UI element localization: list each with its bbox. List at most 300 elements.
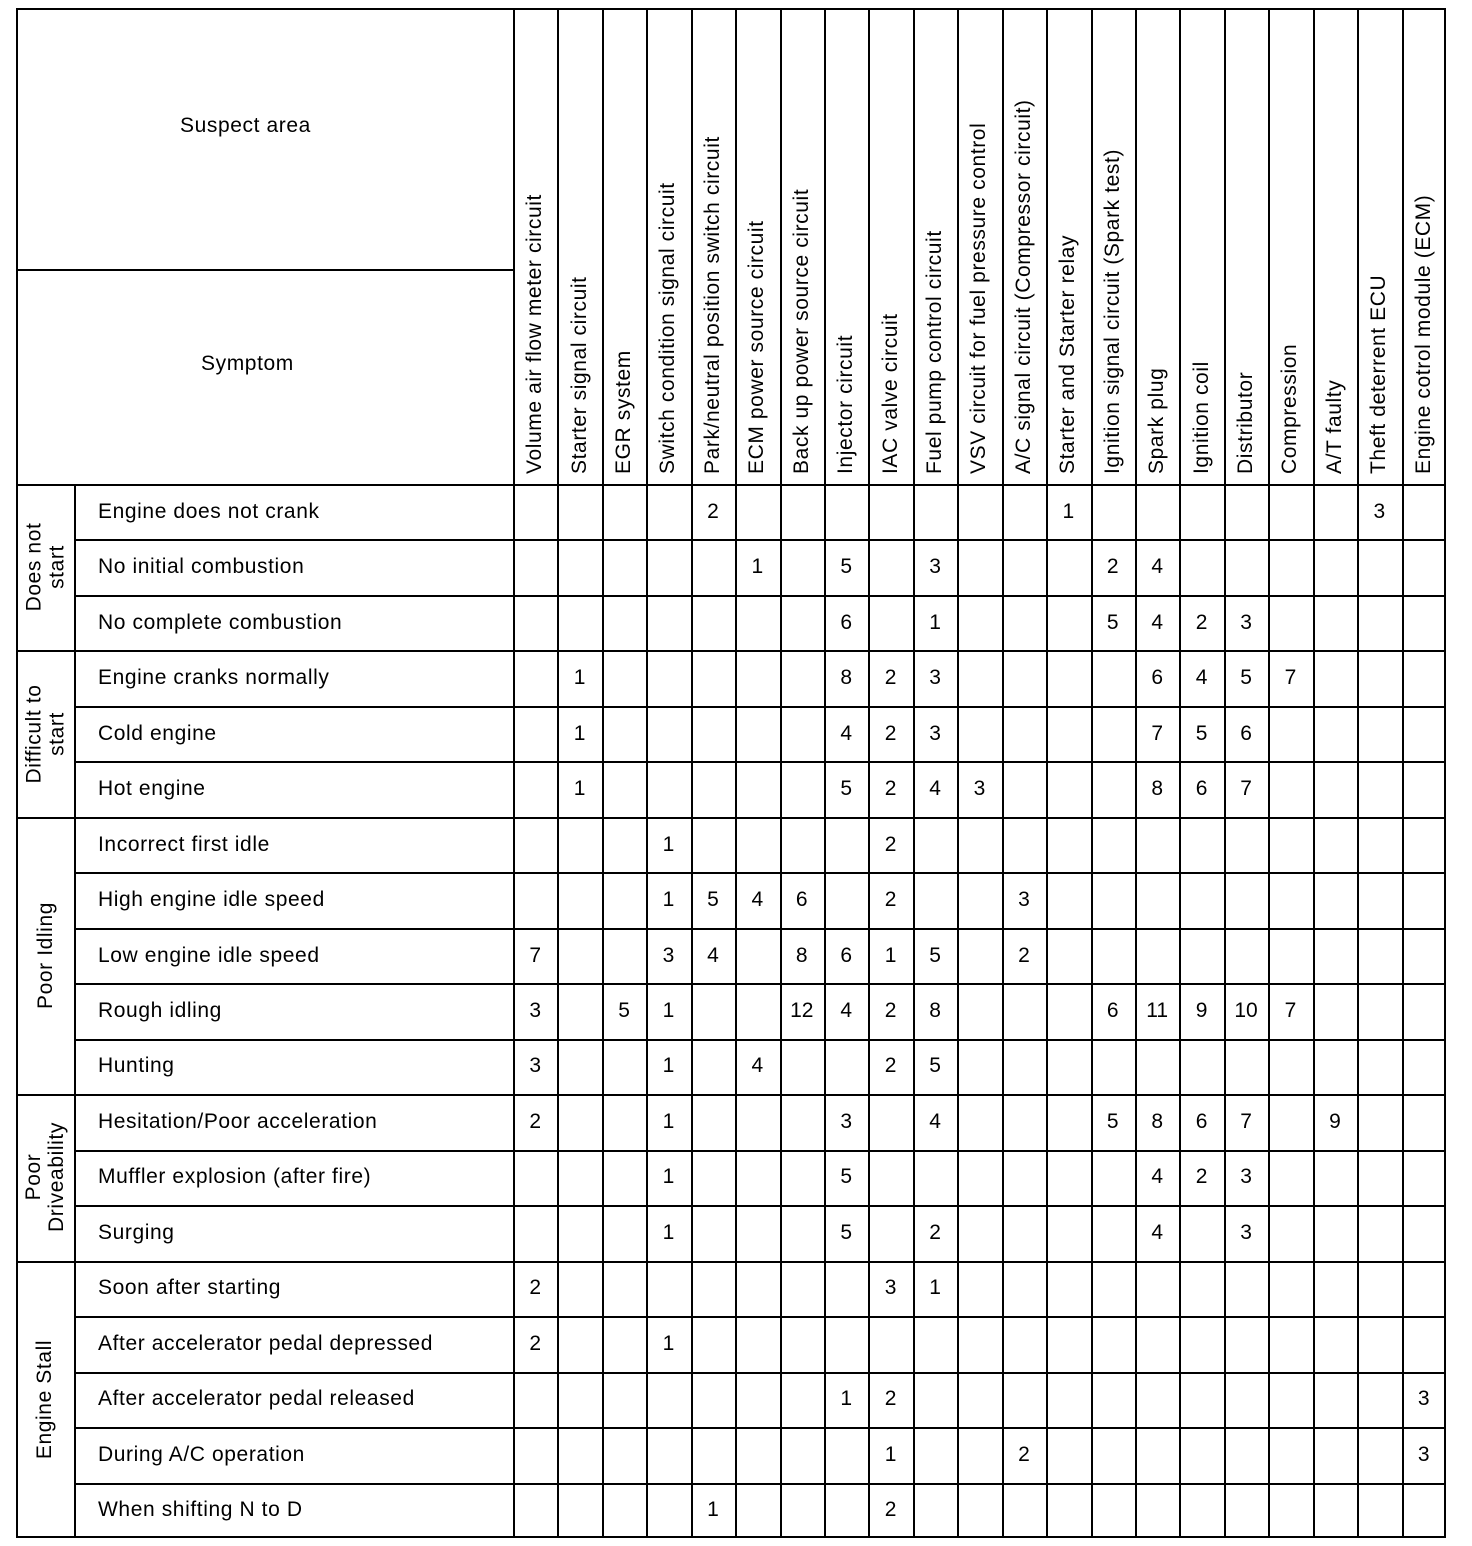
priority-cell (646, 1427, 690, 1482)
column-header (780, 8, 824, 484)
priority-cell (602, 539, 646, 594)
column-header-label: Distributor (1234, 371, 1258, 474)
category-label: Does not start (22, 522, 69, 612)
priority-cell (1046, 1427, 1090, 1482)
priority-cell (780, 1039, 824, 1094)
priority-cell (1135, 1427, 1179, 1482)
priority-cell: 5 (840, 1165, 853, 1189)
priority-cell (868, 1316, 912, 1371)
priority-cell (735, 1483, 779, 1538)
priority-cell (1402, 761, 1446, 816)
priority-cell (1179, 539, 1223, 594)
priority-cell (868, 539, 912, 594)
priority-cell (1002, 817, 1046, 872)
priority-cell (1046, 1039, 1090, 1094)
priority-cell (824, 872, 868, 927)
priority-cell (1268, 1150, 1312, 1205)
priority-cell (957, 1316, 1001, 1371)
priority-cell (913, 1372, 957, 1427)
priority-cell: 1 (662, 1165, 675, 1189)
priority-cell (780, 1261, 824, 1316)
priority-cell (957, 1094, 1001, 1149)
priority-cell (646, 1483, 690, 1538)
category-cell (16, 650, 74, 816)
priority-cell: 6 (840, 943, 853, 967)
priority-cell (1402, 1094, 1446, 1149)
priority-cell (513, 484, 557, 539)
priority-cell (1402, 983, 1446, 1038)
priority-cell (1179, 1372, 1223, 1427)
priority-cell (1357, 761, 1401, 816)
priority-cell (691, 1094, 735, 1149)
priority-cell: 1 (662, 998, 675, 1022)
priority-cell (1135, 484, 1179, 539)
priority-cell (1402, 928, 1446, 983)
priority-cell (1091, 817, 1135, 872)
priority-cell (1135, 1039, 1179, 1094)
priority-cell (557, 872, 601, 927)
priority-cell (691, 1372, 735, 1427)
priority-cell (957, 1205, 1001, 1260)
priority-cell (1357, 706, 1401, 761)
priority-cell (913, 1150, 957, 1205)
column-header (1357, 8, 1401, 484)
priority-cell (1002, 650, 1046, 705)
priority-cell (735, 817, 779, 872)
priority-cell (957, 650, 1001, 705)
priority-cell (602, 1483, 646, 1538)
priority-cell: 3 (529, 998, 542, 1022)
priority-cell: 4 (1151, 1220, 1164, 1244)
priority-cell (1313, 1427, 1357, 1482)
priority-cell (1268, 1427, 1312, 1482)
symptom-cell: After accelerator pedal released (98, 1387, 415, 1411)
priority-cell (1046, 539, 1090, 594)
priority-cell (1135, 928, 1179, 983)
priority-cell (957, 928, 1001, 983)
priority-cell (1091, 928, 1135, 983)
category-cell (16, 817, 74, 1094)
priority-cell (557, 484, 601, 539)
column-header (1091, 8, 1135, 484)
priority-cell (1402, 1316, 1446, 1371)
priority-cell (1313, 484, 1357, 539)
priority-cell: 4 (1195, 666, 1208, 690)
priority-cell (1046, 1483, 1090, 1538)
priority-cell (1313, 1372, 1357, 1427)
priority-cell (1268, 1483, 1312, 1538)
priority-cell (913, 1427, 957, 1482)
priority-cell (1357, 595, 1401, 650)
priority-cell (957, 817, 1001, 872)
priority-cell (1002, 761, 1046, 816)
priority-cell (557, 1150, 601, 1205)
priority-cell (1268, 1316, 1312, 1371)
priority-cell (1091, 1205, 1135, 1260)
priority-cell: 4 (929, 1109, 941, 1133)
priority-cell (1268, 817, 1312, 872)
priority-cell (780, 595, 824, 650)
priority-cell (1091, 1316, 1135, 1371)
priority-cell (691, 1205, 735, 1260)
priority-cell (513, 1372, 557, 1427)
column-header-label: Switch condition signal circuit (656, 182, 680, 474)
priority-cell (646, 650, 690, 705)
priority-cell (557, 595, 601, 650)
column-header (513, 8, 557, 484)
column-header (1402, 8, 1446, 484)
column-header-label: EGR system (612, 350, 636, 474)
priority-cell (1046, 1205, 1090, 1260)
column-header-label: Park/neutral position switch circuit (700, 136, 724, 474)
priority-cell (1002, 1316, 1046, 1371)
priority-cell: 5 (840, 555, 853, 579)
priority-cell (735, 1316, 779, 1371)
priority-cell (1402, 539, 1446, 594)
priority-cell (735, 706, 779, 761)
priority-cell (1224, 484, 1268, 539)
priority-cell (1357, 1039, 1401, 1094)
priority-cell (1002, 595, 1046, 650)
priority-cell: 6 (1151, 666, 1164, 690)
priority-cell: 6 (840, 610, 853, 634)
priority-cell: 2 (884, 832, 897, 856)
symptom-cell: Engine cranks normally (98, 666, 330, 690)
symptom-label: Symptom (201, 352, 294, 375)
priority-cell (1002, 1150, 1046, 1205)
priority-cell (780, 761, 824, 816)
priority-cell (602, 761, 646, 816)
priority-cell (602, 484, 646, 539)
symptom-cell: Surging (98, 1220, 175, 1244)
column-header (557, 8, 601, 484)
priority-cell (646, 539, 690, 594)
priority-cell: 1 (662, 1054, 675, 1078)
priority-cell: 1 (751, 555, 764, 579)
priority-cell (1313, 872, 1357, 927)
priority-cell: 12 (790, 998, 814, 1022)
priority-cell (1135, 1372, 1179, 1427)
priority-cell (1268, 1205, 1312, 1260)
column-header-label: A/T faulty (1322, 379, 1346, 474)
category-cell (16, 1261, 74, 1538)
priority-cell (1046, 650, 1090, 705)
symptom-cell: After accelerator pedal depressed (98, 1331, 433, 1355)
priority-cell (780, 1316, 824, 1371)
priority-cell (691, 1316, 735, 1371)
priority-cell: 2 (884, 666, 897, 690)
priority-cell (780, 817, 824, 872)
priority-cell (913, 1316, 957, 1371)
priority-cell: 1 (662, 1109, 675, 1133)
priority-cell (691, 761, 735, 816)
priority-cell (1268, 595, 1312, 650)
priority-cell (557, 1094, 601, 1149)
symptom-cell: Muffler explosion (after fire) (98, 1165, 372, 1189)
priority-cell: 3 (1240, 610, 1252, 634)
priority-cell (1179, 817, 1223, 872)
priority-cell (1224, 1039, 1268, 1094)
priority-cell (1357, 872, 1401, 927)
priority-cell: 2 (884, 1054, 897, 1078)
priority-cell: 3 (662, 943, 675, 967)
priority-cell: 2 (884, 1498, 897, 1522)
priority-cell (691, 1427, 735, 1482)
priority-cell (957, 1372, 1001, 1427)
priority-cell (1046, 1372, 1090, 1427)
priority-cell: 1 (662, 1331, 675, 1355)
priority-cell (557, 1316, 601, 1371)
priority-cell (1268, 1261, 1312, 1316)
priority-cell (513, 817, 557, 872)
priority-cell (780, 1483, 824, 1538)
priority-cell: 1 (707, 1498, 719, 1522)
column-header-label: Theft deterrent ECU (1367, 274, 1391, 474)
priority-cell (1268, 1094, 1312, 1149)
priority-cell (735, 1261, 779, 1316)
priority-cell (868, 595, 912, 650)
priority-cell (780, 1205, 824, 1260)
priority-cell (913, 817, 957, 872)
priority-cell (602, 595, 646, 650)
priority-cell: 3 (973, 777, 986, 801)
priority-cell (1091, 1372, 1135, 1427)
priority-cell: 2 (1195, 1165, 1208, 1189)
priority-cell: 8 (929, 998, 941, 1022)
priority-cell: 6 (795, 888, 808, 912)
priority-cell (1357, 650, 1401, 705)
priority-cell (602, 872, 646, 927)
priority-cell (602, 1316, 646, 1371)
priority-cell (1179, 484, 1223, 539)
priority-cell: 4 (1151, 610, 1164, 634)
priority-cell (602, 706, 646, 761)
priority-cell (780, 484, 824, 539)
column-header-label: A/C signal circuit (Compressor circuit) (1011, 99, 1035, 474)
priority-cell (513, 595, 557, 650)
priority-cell (1046, 983, 1090, 1038)
column-header-label: Compression (1278, 343, 1302, 474)
priority-cell (1091, 706, 1135, 761)
priority-cell (1402, 1261, 1446, 1316)
priority-cell (1357, 928, 1401, 983)
priority-cell (1357, 1150, 1401, 1205)
priority-cell (735, 928, 779, 983)
priority-cell (1091, 1261, 1135, 1316)
priority-cell (1313, 595, 1357, 650)
priority-cell (557, 928, 601, 983)
priority-cell: 5 (1195, 721, 1208, 745)
priority-cell: 4 (751, 1054, 764, 1078)
priority-cell (557, 1261, 601, 1316)
priority-cell (1357, 1427, 1401, 1482)
priority-cell (1091, 761, 1135, 816)
priority-cell: 5 (1240, 666, 1252, 690)
priority-cell (1179, 1039, 1223, 1094)
priority-cell (1135, 1261, 1179, 1316)
priority-cell (1046, 928, 1090, 983)
priority-cell (735, 484, 779, 539)
priority-cell (691, 1261, 735, 1316)
priority-cell (1002, 539, 1046, 594)
priority-cell (780, 1150, 824, 1205)
priority-cell (646, 761, 690, 816)
priority-cell (1224, 1261, 1268, 1316)
priority-cell (1402, 817, 1446, 872)
priority-cell (868, 1094, 912, 1149)
priority-cell (1002, 1205, 1046, 1260)
priority-cell: 2 (1195, 610, 1208, 634)
priority-cell (602, 1205, 646, 1260)
priority-cell: 2 (929, 1220, 941, 1244)
priority-cell (1046, 1316, 1090, 1371)
priority-cell: 1 (929, 610, 941, 634)
priority-cell: 7 (1240, 1109, 1252, 1133)
priority-cell (513, 539, 557, 594)
priority-cell (1402, 1205, 1446, 1260)
column-header (646, 8, 690, 484)
priority-cell (1402, 706, 1446, 761)
priority-cell (1091, 484, 1135, 539)
priority-cell: 2 (1018, 943, 1030, 967)
symptom-cell: High engine idle speed (98, 888, 325, 912)
priority-cell: 5 (618, 998, 630, 1022)
priority-cell (691, 706, 735, 761)
column-header-label: VSV circuit for fuel pressure control (967, 122, 991, 474)
priority-cell (1135, 1483, 1179, 1538)
symptom-cell: Rough idling (98, 998, 222, 1022)
priority-cell: 3 (1373, 499, 1386, 523)
priority-cell (913, 484, 957, 539)
priority-cell (646, 595, 690, 650)
priority-cell (957, 1150, 1001, 1205)
priority-cell (1357, 1261, 1401, 1316)
column-header (602, 8, 646, 484)
priority-cell (1002, 1483, 1046, 1538)
priority-cell (691, 650, 735, 705)
priority-cell (513, 706, 557, 761)
priority-cell: 1 (840, 1387, 853, 1411)
priority-cell (1179, 872, 1223, 927)
priority-cell: 3 (840, 1109, 853, 1133)
priority-cell (1402, 1150, 1446, 1205)
priority-cell: 1 (662, 1220, 675, 1244)
column-header-label: Injector circuit (834, 334, 858, 474)
priority-cell (1091, 1427, 1135, 1482)
priority-cell: 4 (840, 721, 853, 745)
priority-cell (1357, 1205, 1401, 1260)
priority-cell (1179, 1483, 1223, 1538)
priority-cell (780, 650, 824, 705)
column-header (913, 8, 957, 484)
priority-cell (957, 595, 1001, 650)
priority-cell (780, 1427, 824, 1482)
priority-cell (1224, 928, 1268, 983)
priority-cell (1224, 1427, 1268, 1482)
priority-cell (557, 1372, 601, 1427)
priority-cell: 3 (929, 555, 941, 579)
priority-cell (1046, 1261, 1090, 1316)
priority-cell (1224, 1483, 1268, 1538)
priority-cell (602, 1039, 646, 1094)
priority-cell (1224, 539, 1268, 594)
priority-cell (1268, 484, 1312, 539)
priority-cell: 7 (1284, 666, 1297, 690)
priority-cell (735, 983, 779, 1038)
priority-cell (1313, 539, 1357, 594)
column-header-label: ECM power source circuit (745, 220, 769, 474)
priority-cell (957, 1039, 1001, 1094)
priority-cell (1313, 761, 1357, 816)
priority-cell (557, 983, 601, 1038)
priority-cell (691, 817, 735, 872)
priority-cell (691, 595, 735, 650)
priority-cell (646, 1372, 690, 1427)
priority-cell (557, 1427, 601, 1482)
priority-cell: 9 (1195, 998, 1208, 1022)
column-header-label: Engine cotrol module (ECM) (1411, 194, 1435, 474)
priority-cell (868, 1205, 912, 1260)
priority-cell (1091, 1150, 1135, 1205)
priority-cell (1002, 1372, 1046, 1427)
priority-cell (1357, 983, 1401, 1038)
priority-cell (1313, 928, 1357, 983)
priority-cell (602, 1427, 646, 1482)
priority-cell (1402, 484, 1446, 539)
priority-cell (1046, 595, 1090, 650)
priority-cell (1268, 928, 1312, 983)
priority-cell: 5 (929, 1054, 941, 1078)
header-divider (16, 269, 513, 271)
priority-cell (602, 1261, 646, 1316)
priority-cell (557, 1039, 601, 1094)
symptom-cell: No complete combustion (98, 610, 343, 634)
priority-cell (1135, 872, 1179, 927)
priority-cell (735, 595, 779, 650)
symptom-cell: Hesitation/Poor acceleration (98, 1109, 378, 1133)
priority-cell (824, 1039, 868, 1094)
priority-cell: 3 (1240, 1165, 1252, 1189)
column-header (1046, 8, 1090, 484)
priority-cell (957, 706, 1001, 761)
priority-cell: 7 (529, 943, 542, 967)
diagnosis-table (16, 8, 1446, 1538)
priority-cell (1224, 1372, 1268, 1427)
priority-cell (735, 650, 779, 705)
priority-cell (780, 706, 824, 761)
symptom-cell: Low engine idle speed (98, 943, 320, 967)
priority-cell (957, 484, 1001, 539)
priority-cell: 1 (573, 777, 586, 801)
priority-cell: 2 (1106, 555, 1119, 579)
symptom-cell: Hot engine (98, 777, 206, 801)
priority-cell (1313, 650, 1357, 705)
priority-cell: 4 (1151, 1165, 1164, 1189)
priority-cell: 1 (573, 721, 586, 745)
category-label: Poor Driveability (22, 1122, 68, 1233)
priority-cell: 1 (884, 1442, 897, 1466)
priority-cell: 7 (1284, 998, 1297, 1022)
priority-cell: 1 (573, 666, 586, 690)
column-header-label: Ignition coil (1189, 361, 1213, 474)
priority-cell: 8 (1151, 1109, 1164, 1133)
priority-cell (1002, 1261, 1046, 1316)
priority-cell (1313, 1261, 1357, 1316)
priority-cell (1357, 1316, 1401, 1371)
priority-cell: 5 (1106, 610, 1119, 634)
priority-cell (735, 1427, 779, 1482)
priority-cell: 3 (929, 721, 941, 745)
